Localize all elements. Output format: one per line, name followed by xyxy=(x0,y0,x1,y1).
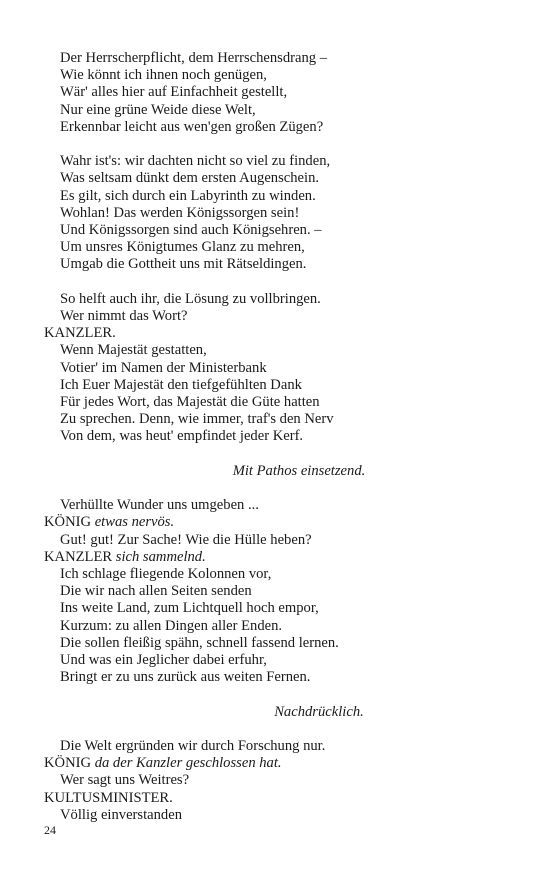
verse-line: Was seltsam dünkt dem ersten Augenschein. xyxy=(60,170,320,187)
stage-direction: Mit Pathos einsetzend. xyxy=(232,462,366,479)
stanza-gap xyxy=(44,721,514,738)
verse-line: Ich Euer Majestät den tiefgefühlten Dank xyxy=(60,376,302,393)
speaker-name: KULTUSMINISTER. xyxy=(44,789,173,806)
verse-line: Kurzum: zu allen Dingen aller Enden. xyxy=(60,617,283,634)
speaker-line xyxy=(44,755,514,772)
text-body xyxy=(44,50,514,824)
verse-line: Ich schlage fliegende Kolonnen vor, xyxy=(60,566,272,583)
verse-line: Es gilt, sich durch ein Labyrinth zu winden. xyxy=(60,187,316,204)
verse-line: Wie könnt ich ihnen noch genügen, xyxy=(60,67,267,84)
speaker-direction: sich sammelnd. xyxy=(115,548,206,565)
verse-line: Erkennbar leicht aus wen'gen großen Zügen? xyxy=(60,118,324,135)
stanza-gap xyxy=(44,274,514,291)
verse-line: Umgab die Gottheit uns mit Rätseldingen. xyxy=(60,256,307,273)
speaker-name: KANZLER. xyxy=(44,325,116,342)
verse-line: Die Welt ergründen wir durch Forschung nur. xyxy=(60,738,326,755)
verse-line: Nur eine grüne Weide diese Welt, xyxy=(60,101,256,118)
speaker-line xyxy=(44,790,514,807)
verse-line: Wahr ist's: wir dachten nicht so viel zu finden, xyxy=(60,153,331,170)
verse-line: Zu sprechen. Denn, wie immer, traf's den Nerv xyxy=(60,411,334,428)
verse-line: Und was ein Jeglicher dabei erfuhr, xyxy=(60,652,267,669)
stanza-gap xyxy=(44,480,514,497)
verse-line: Der Herrscherpflicht, dem Herrschensdrang – xyxy=(60,50,328,66)
stanza-gap xyxy=(44,136,514,153)
verse-line: Wer nimmt das Wort? xyxy=(60,308,188,325)
speaker-name: KÖNIG xyxy=(44,755,92,772)
verse-line: Wohlan! Das werden Königssorgen sein! xyxy=(60,204,300,221)
speaker-line xyxy=(44,514,514,531)
speaker-direction: da der Kanzler geschlossen hat. xyxy=(94,755,282,772)
stanza-gap xyxy=(44,686,514,703)
verse-line: Wer sagt uns Weitres? xyxy=(60,772,190,789)
speaker-name: KANZLER xyxy=(44,548,113,565)
verse-line: Die wir nach allen Seiten senden xyxy=(60,583,252,600)
speaker-line xyxy=(44,325,514,342)
verse-line: Und Königssorgen sind auch Königsehren. – xyxy=(60,222,322,239)
verse-line: Wenn Majestät gestatten, xyxy=(60,342,207,359)
verse-line: Von dem, was heut' empfindet jeder Kerf. xyxy=(60,428,304,445)
verse-line: Für jedes Wort, das Majestät die Güte hatten xyxy=(60,394,320,411)
verse-line: Die sollen fleißig spähn, schnell fassend lernen. xyxy=(60,634,339,651)
speaker-name: KÖNIG xyxy=(44,514,92,531)
stage-direction: Nachdrücklich. xyxy=(274,703,364,720)
verse-line: Ins weite Land, zum Lichtquell hoch empor, xyxy=(60,600,319,617)
verse-line: So helft auch ihr, die Lösung zu vollbringen. xyxy=(60,290,321,307)
speaker-line xyxy=(44,549,514,566)
stanza-gap xyxy=(44,446,514,463)
page-number: 24 xyxy=(44,823,56,837)
verse-line: Verhüllte Wunder uns umgeben ... xyxy=(60,497,259,514)
verse-line: Um unsres Königtumes Glanz zu mehren, xyxy=(60,239,305,256)
verse-line: Völlig einverstanden xyxy=(60,806,182,823)
verse-line: Votier' im Namen der Ministerbank xyxy=(60,359,267,376)
verse-line: Wär' alles hier auf Einfachheit gestellt, xyxy=(60,84,288,101)
verse-line: Bringt er zu uns zurück aus weiten Fernen. xyxy=(60,669,311,686)
speaker-direction: etwas nervös. xyxy=(94,514,175,531)
verse-line: Gut! gut! Zur Sache! Wie die Hülle heben? xyxy=(60,531,312,548)
